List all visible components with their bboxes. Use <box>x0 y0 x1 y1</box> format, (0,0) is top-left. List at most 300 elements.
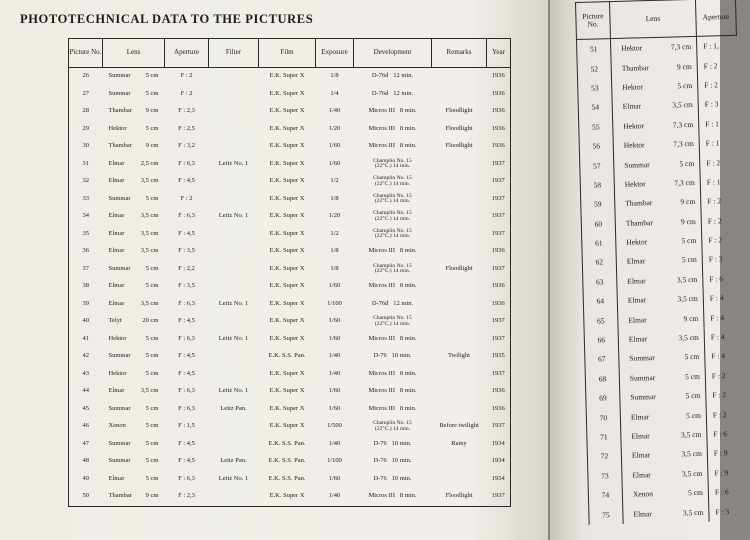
development-time: (22°C.) 14 min. <box>374 320 411 327</box>
lens-cell <box>613 114 699 136</box>
aperture-cell: F : 2,3 <box>178 107 195 115</box>
exposure-cell: 1/8 <box>330 247 339 255</box>
picture-no-cell: 64 <box>583 291 617 311</box>
exposure-cell: 1/8 <box>330 72 339 80</box>
picture-no-cell: 68 <box>585 369 619 389</box>
year-cell: 1936 <box>487 68 511 86</box>
picture-no-cell: 39 <box>69 296 103 314</box>
picture-no-cell: 29 <box>69 121 103 139</box>
picture-no-cell: 67 <box>585 349 619 369</box>
lens-cell <box>619 347 705 369</box>
development-agent: Micros III <box>368 107 396 115</box>
lens-cell <box>103 121 165 139</box>
aperture-cell: F : 6,3 <box>178 299 195 307</box>
remarks-cell: Twilight <box>448 352 470 360</box>
development-agent: Champlin No. 15 <box>373 192 412 199</box>
lens-focal-length: 3,5 cm <box>140 247 159 255</box>
aperture-cell: F : 6,3 <box>178 212 195 220</box>
year-cell: 1936 <box>487 401 511 419</box>
film-cell: E.K. S.S. Pan. <box>268 439 306 447</box>
exposure-cell: 1/60 <box>328 404 341 412</box>
remarks-cell: Rainy <box>451 439 467 447</box>
development-time: 8 min. <box>399 492 417 500</box>
picture-no-cell: 74 <box>588 485 622 505</box>
lens-name: Xenon <box>632 489 654 499</box>
lens-cell <box>103 156 165 174</box>
table-row <box>69 383 511 401</box>
table-row <box>69 243 511 261</box>
development-agent: Champlin No. 15 <box>373 175 412 182</box>
film-cell: E.K. Super X <box>269 247 305 255</box>
lens-focal-length: 3,5 cm <box>680 429 702 440</box>
picture-no-cell: 38 <box>69 278 103 296</box>
development-cell <box>354 243 432 261</box>
lens-cell <box>103 348 165 366</box>
year-cell: 1937 <box>487 173 511 191</box>
year-cell: 1937 <box>487 418 511 436</box>
lens-focal-length: 5 cm <box>145 457 159 465</box>
development-cell <box>354 401 432 419</box>
phototechnical-table <box>68 38 511 507</box>
lens-focal-length: 3,5 cm <box>682 507 704 517</box>
remarks-cell <box>432 453 487 471</box>
film-cell: E.K. Super X <box>269 177 305 185</box>
year-cell: 1935 <box>487 348 511 366</box>
table-header-row <box>69 39 511 68</box>
lens-name: Hektor <box>626 237 648 247</box>
lens-name: Summar <box>108 89 131 97</box>
header-filter: Filter <box>209 39 259 68</box>
table-row <box>69 156 511 174</box>
aperture-cell: F : 4 <box>705 346 745 366</box>
lens-focal-length: 7,3 cm <box>670 42 692 52</box>
lens-cell <box>616 250 702 272</box>
picture-no-cell: 49 <box>69 471 103 489</box>
right-page-table <box>575 0 750 525</box>
right-table-body <box>576 35 749 524</box>
development-time: 8 min. <box>399 247 417 255</box>
table-row <box>69 173 511 191</box>
picture-no-cell: 36 <box>69 243 103 261</box>
film-cell: E.K. Super X <box>269 72 305 80</box>
lens-focal-length: 9 cm <box>680 216 696 227</box>
development-time: 10 min. <box>391 352 412 360</box>
remarks-cell: Floodlight <box>445 107 473 115</box>
remarks-cell <box>432 86 487 104</box>
lens-cell <box>103 453 165 471</box>
aperture-cell: F : 2 <box>705 365 745 385</box>
lens-focal-length: 5 cm <box>145 474 159 482</box>
remarks-cell: Floodlight <box>445 124 473 132</box>
picture-no-cell: 57 <box>580 155 614 175</box>
lens-cell <box>103 173 165 191</box>
film-cell: E.K. Super X <box>269 317 305 325</box>
lens-cell <box>103 436 165 454</box>
aperture-cell: F : 2 <box>701 191 741 211</box>
aperture-cell: F : 1 <box>700 171 740 191</box>
aperture-cell: F : 2,5 <box>178 124 195 132</box>
aperture-cell: F : 4 <box>704 307 744 327</box>
development-time: (22°C.) 14 min. <box>374 198 411 205</box>
exposure-cell: 1/60 <box>328 282 341 290</box>
lens-name: Hektor <box>621 43 643 53</box>
lens-name: Elmar <box>627 295 647 305</box>
development-time: (22°C.) 14 min. <box>374 425 411 432</box>
development-agent: Champlin No. 15 <box>373 210 412 217</box>
lens-focal-length: 3,5 cm <box>672 100 693 110</box>
aperture-cell: F : 3 <box>702 249 742 269</box>
picture-no-cell: 65 <box>584 310 618 330</box>
development-cell <box>354 103 432 121</box>
aperture-cell: F : 1 <box>698 113 738 133</box>
picture-no-cell: 51 <box>576 39 611 60</box>
lens-name: Hektor <box>108 124 127 132</box>
aperture-cell: F : 3 <box>709 501 749 521</box>
filter-cell <box>209 191 259 209</box>
film-cell: E.K. Super X <box>269 124 305 132</box>
development-agent: Champlin No. 15 <box>373 315 412 322</box>
picture-no-cell: 70 <box>586 407 620 427</box>
development-cell <box>354 366 432 384</box>
lens-focal-length: 5 cm <box>145 334 159 342</box>
right-header-aperture: Aperture <box>695 0 736 36</box>
picture-no-cell: 43 <box>69 366 103 384</box>
aperture-cell: F : 4,5 <box>178 229 195 237</box>
development-agent: Micros III <box>368 124 396 132</box>
table-row <box>69 121 511 139</box>
lens-name: Elmar <box>626 256 646 267</box>
development-agent: Micros III <box>368 247 396 255</box>
exposure-cell: 1/4 <box>330 89 339 97</box>
lens-focal-length: 5 cm <box>685 410 701 420</box>
exposure-cell: 1/8 <box>330 194 339 202</box>
remarks-cell: Before twilight <box>439 422 479 430</box>
remarks-cell <box>432 208 487 226</box>
table-row <box>69 366 511 384</box>
filter-cell: Leitz No. 1 <box>218 387 249 395</box>
table-row <box>69 226 511 244</box>
lens-focal-length: 3,5 cm <box>140 387 159 395</box>
aperture-cell: F : 2,3 <box>165 488 209 506</box>
aperture-cell: F : 2,2 <box>178 264 195 272</box>
lens-cell <box>621 425 707 447</box>
filter-cell <box>209 86 259 104</box>
lens-name: Thambar <box>108 107 132 115</box>
lens-name: Elmar <box>630 411 650 422</box>
lens-name: Elmar <box>632 469 651 480</box>
lens-cell <box>103 383 165 401</box>
picture-no-cell: 56 <box>579 136 613 156</box>
picture-no-cell: 71 <box>587 427 621 447</box>
filter-cell: Leitz Pan. <box>220 457 247 465</box>
lens-focal-length: 9 cm <box>680 197 696 207</box>
aperture-cell: F : 1 <box>699 133 739 153</box>
film-cell: E.K. Super X <box>269 404 305 412</box>
aperture-cell: F : 6,3 <box>178 387 195 395</box>
development-time: 10 min. <box>391 457 412 465</box>
lens-focal-length: 5 cm <box>145 124 159 132</box>
filter-cell <box>209 418 259 436</box>
remarks-cell <box>432 366 487 384</box>
exposure-cell: 1/40 <box>316 488 354 506</box>
lens-focal-length: 5 cm <box>685 391 701 401</box>
year-cell: 1936 <box>487 296 511 314</box>
aperture-cell: F : 4 <box>704 327 744 347</box>
lens-cell <box>618 328 704 350</box>
development-cell <box>354 138 432 156</box>
development-cell <box>354 331 432 349</box>
lens-cell <box>615 211 701 233</box>
aperture-cell: F : 6,3 <box>178 474 195 482</box>
year-cell: 1934 <box>487 453 511 471</box>
table-row <box>69 453 511 471</box>
filter-cell <box>209 348 259 366</box>
picture-no-cell: 31 <box>69 156 103 174</box>
filter-cell <box>209 488 259 506</box>
exposure-cell: 1/60 <box>328 159 341 167</box>
picture-no-cell: 54 <box>578 97 612 117</box>
lens-focal-length: 5 cm <box>145 89 159 97</box>
lens-name: Elmar <box>627 276 646 286</box>
aperture-cell: F : 3,5 <box>178 282 195 290</box>
lens-focal-length: 5 cm <box>679 158 695 168</box>
header-film: Film <box>259 39 316 68</box>
lens-name: Elmar <box>628 314 647 325</box>
development-time: 8 min. <box>399 107 417 115</box>
lens-focal-length: 5 cm <box>681 255 697 265</box>
lens-cell <box>617 269 703 291</box>
lens-name: Summar <box>629 353 655 364</box>
picture-no-cell: 58 <box>580 175 614 195</box>
lens-cell <box>103 103 165 121</box>
development-time: (22°C.) 14 min. <box>374 233 411 240</box>
lens-name: Thambar <box>108 142 132 150</box>
picture-no-cell: 32 <box>69 173 103 191</box>
filter-cell: Leitz No. 1 <box>218 159 249 167</box>
aperture-cell: F : 2 <box>699 152 739 172</box>
remarks-cell <box>432 471 487 489</box>
development-agent: D-76 <box>373 352 387 360</box>
remarks-cell <box>432 383 487 401</box>
exposure-cell: 1/8 <box>330 264 339 272</box>
lens-cell <box>613 134 699 156</box>
lens-cell <box>103 86 165 104</box>
lens-focal-length: 9 cm <box>145 142 159 150</box>
aperture-cell: F : 4,5 <box>178 439 195 447</box>
lens-cell <box>623 502 709 524</box>
aperture-cell: F : 2 <box>180 194 193 202</box>
remarks-cell <box>432 226 487 244</box>
development-time: 8 min. <box>399 334 417 342</box>
table-row <box>589 501 749 525</box>
lens-name: Summar <box>108 439 131 447</box>
lens-focal-length: 5 cm <box>677 80 693 91</box>
lens-name: Elmar <box>622 101 642 112</box>
development-time: 8 min. <box>399 142 417 150</box>
header-picture-no: Picture No. <box>69 39 103 68</box>
lens-focal-length: 3,5 cm <box>140 229 159 237</box>
picture-no-cell: 50 <box>69 488 103 506</box>
development-cell <box>354 156 432 174</box>
picture-no-cell: 75 <box>589 504 623 524</box>
development-cell <box>354 436 432 454</box>
lens-cell <box>103 261 165 279</box>
lens-cell <box>103 208 165 226</box>
lens-name: Hektor <box>108 334 127 342</box>
exposure-cell: 1/20 <box>328 212 341 220</box>
year-cell: 1937 <box>487 313 511 331</box>
lens-name: Elmar <box>628 334 648 344</box>
lens-focal-length: 3,5 cm <box>140 212 159 220</box>
header-aperture: Aperture <box>165 39 209 68</box>
development-agent: Micros III <box>368 404 396 412</box>
filter-cell <box>209 436 259 454</box>
filter-cell <box>209 261 259 279</box>
aperture-cell: F : 6 <box>703 268 743 288</box>
year-cell: 1936 <box>487 138 511 156</box>
lens-name: Telyt <box>108 317 122 325</box>
picture-no-cell: 30 <box>69 138 103 156</box>
filter-cell: Leitz No. 1 <box>218 474 249 482</box>
aperture-cell: F : 6,3 <box>178 334 195 342</box>
year-cell: 1937 <box>487 488 511 506</box>
aperture-cell: F : 4,5 <box>178 317 195 325</box>
development-time: 10 min. <box>391 439 412 447</box>
table-row <box>69 471 511 489</box>
lens-focal-length: 3,5 cm <box>681 449 702 459</box>
film-cell: E.K. Super X <box>269 387 305 395</box>
table-row <box>69 191 511 209</box>
exposure-cell: 1/60 <box>328 317 341 325</box>
film-cell: E.K. Super X <box>269 107 305 115</box>
exposure-cell: 1/100 <box>327 299 342 307</box>
lens-name: Elmar <box>633 508 652 519</box>
picture-no-cell: 26 <box>69 68 103 86</box>
header-development: Development <box>354 39 432 68</box>
picture-no-cell: 46 <box>69 418 103 436</box>
year-cell: 1937 <box>487 331 511 349</box>
remarks-cell <box>432 331 487 349</box>
film-cell: E.K. Super X <box>269 369 305 377</box>
lens-name: Elmar <box>108 299 125 307</box>
lens-name: Thambar <box>625 198 653 209</box>
lens-cell <box>615 192 701 214</box>
lens-name: Hektor <box>623 120 645 131</box>
film-cell: E.K. Super X <box>269 89 305 97</box>
lens-focal-length: 5 cm <box>687 487 704 498</box>
lens-focal-length: 3,5 cm <box>681 468 703 479</box>
lens-cell <box>622 463 708 485</box>
table-row <box>69 401 511 419</box>
filter-cell <box>209 243 259 261</box>
lens-cell <box>610 36 696 58</box>
lens-cell <box>103 243 165 261</box>
year-cell: 1936 <box>487 86 511 104</box>
lens-focal-length: 2,5 cm <box>140 159 159 167</box>
lens-cell <box>622 483 708 505</box>
remarks-cell <box>432 296 487 314</box>
lens-name: Summar <box>108 72 131 80</box>
remarks-cell <box>432 313 487 331</box>
remarks-cell <box>432 243 487 261</box>
table-body <box>69 68 511 507</box>
development-cell <box>354 121 432 139</box>
year-cell: 1937 <box>487 226 511 244</box>
right-header-picture-no: Picture No. <box>576 2 611 40</box>
lens-name: Thambar <box>625 217 653 228</box>
remarks-cell <box>432 156 487 174</box>
table-row <box>69 68 511 86</box>
picture-no-cell: 62 <box>582 252 616 272</box>
lens-cell <box>612 95 698 117</box>
development-cell <box>354 86 432 104</box>
film-cell: E.K. Super X <box>269 264 305 272</box>
aperture-cell: F : 9 <box>707 443 747 463</box>
lens-name: Elmar <box>108 387 125 395</box>
film-cell: E.K. Super X <box>269 299 305 307</box>
development-cell <box>354 208 432 226</box>
table-row <box>69 436 511 454</box>
lens-cell <box>103 366 165 384</box>
development-agent: Champlin No. 15 <box>373 262 412 269</box>
lens-cell <box>617 289 703 311</box>
filter-cell <box>209 173 259 191</box>
picture-no-cell: 41 <box>69 331 103 349</box>
exposure-cell: 1/60 <box>328 334 341 342</box>
development-agent: Micros III <box>368 369 396 377</box>
picture-no-cell: 45 <box>69 401 103 419</box>
right-header-row <box>576 0 737 39</box>
aperture-cell: F : 2 <box>702 230 742 250</box>
table-row <box>69 418 511 436</box>
picture-no-cell: 34 <box>69 208 103 226</box>
development-cell <box>354 418 432 436</box>
filter-cell <box>209 138 259 156</box>
lens-name: Elmar <box>631 450 651 461</box>
lens-focal-length: 5 cm <box>684 371 700 382</box>
remarks-cell <box>432 401 487 419</box>
lens-cell <box>103 138 165 156</box>
film-cell: E.K. Super X <box>269 159 305 167</box>
film-cell: E.K. S.S. Pan. <box>268 457 306 465</box>
filter-cell <box>209 278 259 296</box>
picture-no-cell: 66 <box>584 330 618 350</box>
picture-no-cell: 53 <box>578 78 612 98</box>
year-cell: 1937 <box>487 208 511 226</box>
aperture-cell: F : 3,5 <box>178 247 195 255</box>
aperture-cell: F : 4,5 <box>178 369 195 377</box>
picture-no-cell: 33 <box>69 191 103 209</box>
lens-focal-length: 9 cm <box>683 313 699 323</box>
development-time: 12 min. <box>393 72 414 80</box>
table-row <box>69 348 511 366</box>
filter-cell <box>209 121 259 139</box>
lens-cell <box>103 418 165 436</box>
lens-focal-length: 5 cm <box>145 352 159 360</box>
lens-focal-length: 5 cm <box>145 264 159 272</box>
picture-no-cell: 61 <box>582 233 616 253</box>
development-time: 8 min. <box>399 369 417 377</box>
filter-cell: Leitz No. 1 <box>218 334 249 342</box>
right-page-table-wrap <box>575 0 750 525</box>
aperture-cell: F : 2 <box>697 75 737 95</box>
exposure-cell: 1/40 <box>328 439 341 447</box>
year-cell: 1934 <box>487 436 511 454</box>
aperture-cell: F : 6,3 <box>178 404 195 412</box>
lens-cell <box>103 296 165 314</box>
development-agent: Micros III <box>368 492 396 500</box>
lens-cell <box>614 153 700 175</box>
